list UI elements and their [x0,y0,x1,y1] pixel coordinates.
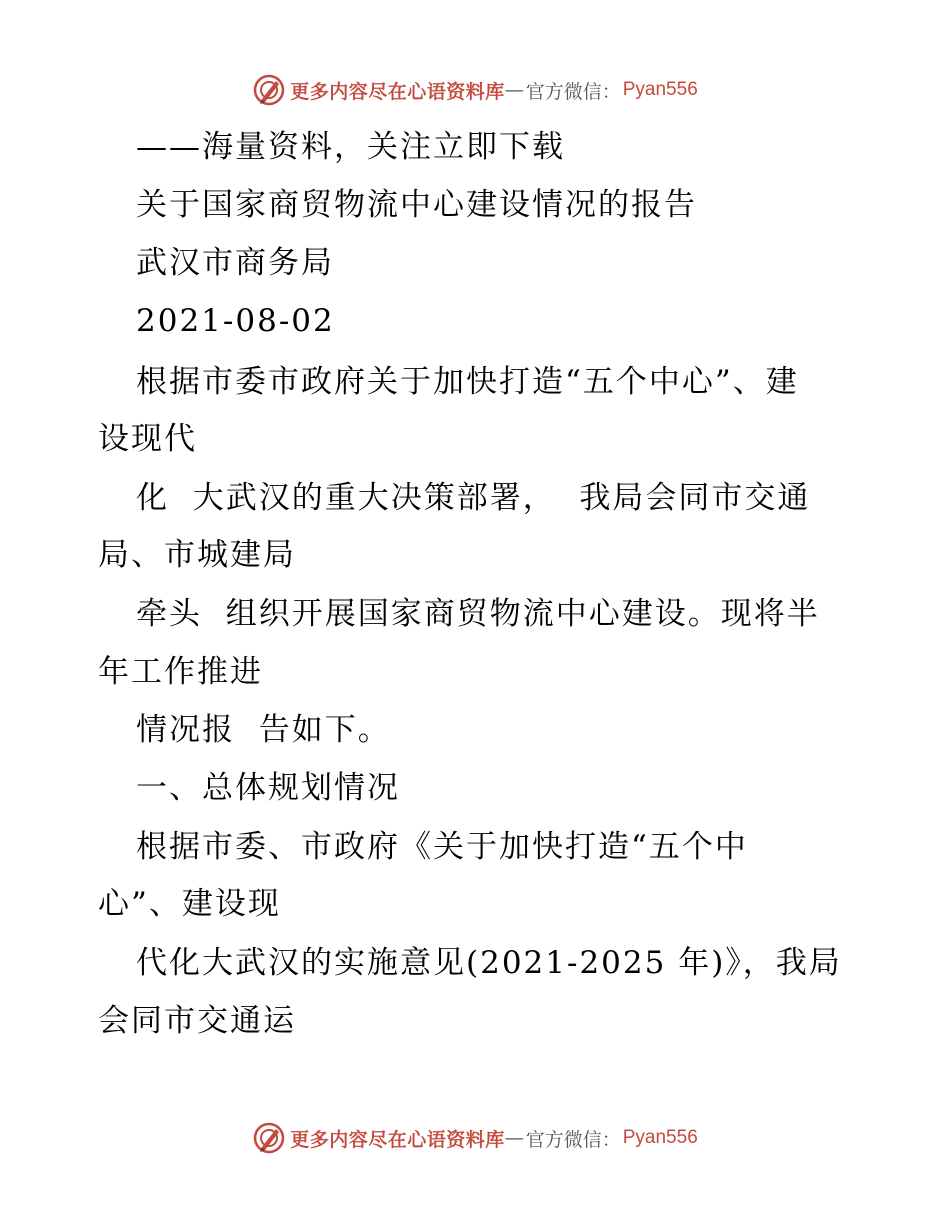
banner-wechat-id: Pyan556 [622,79,698,100]
body-line: 局、市城建局 [98,537,296,573]
banner-text: 更多内容尽在心语资料库 [290,1128,505,1151]
banner-wechat-label: 官方微信： [525,1128,621,1151]
banner-text: 更多内容尽在心语资料库 [290,80,505,103]
banner-wechat-id: Pyan556 [622,1127,698,1148]
body-line: 年工作推进 [98,654,263,690]
pen-logo-icon [252,73,286,107]
pen-logo-icon [252,1121,286,1155]
body-line: 根据市委、市政府《关于加快打造“五个中 [136,829,748,865]
footer-watermark-banner [0,1118,950,1158]
banner-wechat-label: 官方微信： [525,80,621,103]
body-line: 情况报 告如下。 [136,712,391,748]
body-line: 会同市交通运 [98,1003,296,1039]
banner-separator: — [504,1127,524,1149]
body-line: 心”、建设现 [98,886,281,922]
body-line: 牵头 组织开展国家商贸物流中心建设。现将半 [136,596,820,632]
header-watermark-banner [0,70,950,110]
body-line: 化 大武汉的重大决策部署， 我局会同市交通 [136,480,811,516]
body-line: 代化大武汉的实施意见(2021-2025 年)》，我局 [136,945,842,981]
body-line: 设现代 [98,421,197,457]
subtitle-line: ——海量资料，关注立即下载 [136,129,565,165]
section-heading: 一、总体规划情况 [136,770,400,806]
document-title: 关于国家商贸物流中心建设情况的报告 [136,187,697,223]
body-line: 根据市委市政府关于加快打造“五个中心”、建 [136,364,799,400]
banner-separator: — [504,79,524,101]
author-line: 武汉市商务局 [136,245,334,281]
date-line: 2021-08-02 [136,303,335,339]
